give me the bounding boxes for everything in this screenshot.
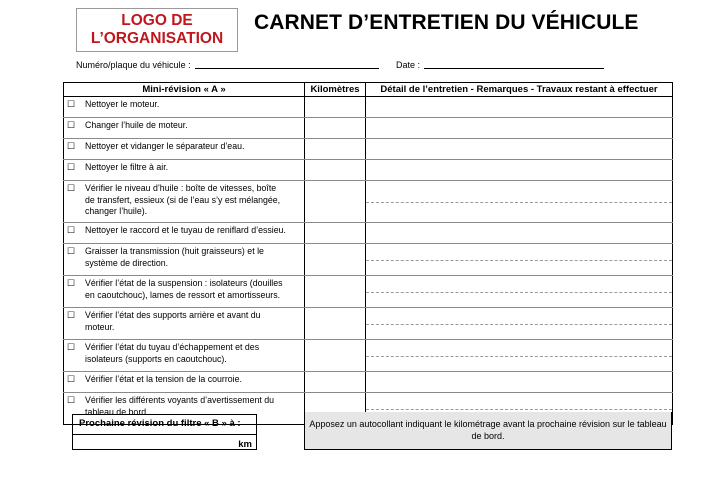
details-cell[interactable] bbox=[366, 118, 673, 139]
checkbox-icon[interactable]: ☐ bbox=[67, 374, 76, 384]
table-row bbox=[64, 340, 673, 372]
vehicle-plate-field[interactable] bbox=[76, 59, 379, 70]
checkbox-icon[interactable]: ☐ bbox=[67, 99, 76, 109]
organization-logo-placeholder bbox=[76, 8, 238, 52]
dashed-writing-line bbox=[366, 356, 672, 357]
next-revision-box bbox=[72, 414, 257, 450]
checkbox-icon[interactable]: ☐ bbox=[67, 141, 76, 151]
kilometres-cell[interactable] bbox=[305, 97, 366, 118]
details-cell[interactable] bbox=[366, 276, 673, 308]
details-cell[interactable] bbox=[366, 181, 673, 223]
task-label-line: Changer l’huile de moteur. bbox=[85, 120, 188, 130]
task-label-line: tableau de bord. bbox=[85, 406, 149, 417]
table-row bbox=[64, 118, 673, 139]
task-cell bbox=[64, 340, 305, 372]
task-cell bbox=[64, 372, 305, 393]
checkbox-icon[interactable]: ☐ bbox=[67, 120, 76, 130]
details-cell[interactable] bbox=[366, 308, 673, 340]
task-label-line: Vérifier l’état de la suspension : isolateurs (douilles bbox=[85, 278, 283, 288]
checkbox-icon[interactable]: ☐ bbox=[67, 278, 76, 288]
task-label-line: Nettoyer le raccord et le tuyau de reniflard d’essieu. bbox=[85, 225, 286, 235]
task-label bbox=[76, 183, 280, 218]
task-label-line: Nettoyer le moteur. bbox=[85, 99, 160, 109]
task-label bbox=[76, 99, 159, 111]
kilometres-cell[interactable] bbox=[305, 372, 366, 393]
task-label-line: en caoutchouc), lames de ressort et amortisseurs. bbox=[85, 289, 281, 300]
maintenance-table bbox=[63, 82, 673, 425]
task-label bbox=[76, 120, 188, 132]
task-label-line: changer l’huile). bbox=[85, 206, 148, 216]
task-label-line: Vérifier l’état des supports arrière et avant du bbox=[85, 310, 261, 320]
table-row bbox=[64, 276, 673, 308]
next-revision-label: Prochaine révision du filtre « B » à : bbox=[73, 415, 256, 435]
kilometres-cell[interactable] bbox=[305, 340, 366, 372]
task-label bbox=[76, 162, 168, 174]
task-label-line: Nettoyer et vidanger le séparateur d’eau. bbox=[85, 141, 245, 151]
logo-line-1: LOGO DE bbox=[121, 12, 193, 29]
task-cell bbox=[64, 160, 305, 181]
details-cell[interactable] bbox=[366, 372, 673, 393]
kilometres-cell[interactable] bbox=[305, 244, 366, 276]
km-unit: km bbox=[238, 439, 252, 450]
table-row bbox=[64, 244, 673, 276]
details-cell[interactable] bbox=[366, 244, 673, 276]
checkbox-icon[interactable]: ☐ bbox=[67, 225, 76, 235]
vehicle-plate-line[interactable] bbox=[195, 59, 379, 69]
table-row bbox=[64, 308, 673, 340]
checkbox-icon[interactable]: ☐ bbox=[67, 310, 76, 320]
details-cell[interactable] bbox=[366, 139, 673, 160]
vehicle-plate-label: Numéro/plaque du véhicule : bbox=[76, 60, 191, 70]
details-cell[interactable] bbox=[366, 97, 673, 118]
sticker-note: Apposez un autocollant indiquant le kilométrage avant la prochaine révision sur le tableau de bord. bbox=[304, 412, 672, 450]
kilometres-cell[interactable] bbox=[305, 276, 366, 308]
table-row bbox=[64, 181, 673, 223]
table-row bbox=[64, 372, 673, 393]
dashed-writing-line bbox=[366, 409, 672, 410]
task-label-line: Vérifier les différents voyants d’avertissement du bbox=[85, 395, 275, 405]
kilometres-cell[interactable] bbox=[305, 139, 366, 160]
task-label-line: système de direction. bbox=[85, 257, 169, 268]
task-label-line: moteur. bbox=[85, 321, 115, 332]
task-rows bbox=[64, 97, 673, 425]
date-field[interactable] bbox=[396, 59, 604, 70]
details-cell[interactable] bbox=[366, 340, 673, 372]
checkbox-icon[interactable]: ☐ bbox=[67, 162, 76, 172]
task-label-line: Vérifier le niveau d’huile : boîte de vitesses, boîte bbox=[85, 183, 277, 193]
task-label bbox=[76, 278, 283, 301]
task-cell bbox=[64, 308, 305, 340]
task-label bbox=[76, 246, 264, 269]
dashed-writing-line bbox=[366, 292, 672, 293]
kilometres-cell[interactable] bbox=[305, 223, 366, 244]
task-label bbox=[76, 310, 261, 333]
header-mini-revision: Mini-révision « A » bbox=[64, 83, 305, 97]
kilometres-cell[interactable] bbox=[305, 160, 366, 181]
table-row bbox=[64, 223, 673, 244]
table-row bbox=[64, 160, 673, 181]
checkbox-icon[interactable]: ☐ bbox=[67, 342, 76, 352]
checkbox-icon[interactable]: ☐ bbox=[67, 246, 76, 256]
kilometres-cell[interactable] bbox=[305, 118, 366, 139]
task-label-line: Graisser la transmission (huit graisseurs) et le bbox=[85, 246, 264, 256]
task-cell bbox=[64, 244, 305, 276]
kilometres-cell[interactable] bbox=[305, 308, 366, 340]
task-label-line: Nettoyer le filtre à air. bbox=[85, 162, 169, 172]
date-label: Date : bbox=[396, 60, 421, 70]
table-row bbox=[64, 97, 673, 118]
checkbox-icon[interactable]: ☐ bbox=[67, 183, 76, 193]
task-label bbox=[76, 141, 244, 153]
table-header-row bbox=[64, 83, 673, 97]
header-details: Détail de l’entretien - Remarques - Travaux restant à effectuer bbox=[366, 83, 673, 97]
table-row bbox=[64, 139, 673, 160]
task-label-line: Vérifier l’état et la tension de la courroie. bbox=[85, 374, 242, 384]
logo-line-2: L’ORGANISATION bbox=[90, 30, 224, 47]
header-kilometres: Kilomètres bbox=[305, 83, 366, 97]
task-label-line: isolateurs (supports en caoutchouc). bbox=[85, 353, 227, 364]
task-label bbox=[76, 374, 242, 386]
task-label bbox=[76, 225, 286, 237]
dashed-writing-line bbox=[366, 202, 672, 203]
task-cell bbox=[64, 97, 305, 118]
task-label-line: Vérifier l’état du tuyau d’échappement et des bbox=[85, 342, 260, 352]
task-label bbox=[76, 342, 259, 365]
dashed-writing-line bbox=[366, 260, 672, 261]
details-cell[interactable] bbox=[366, 223, 673, 244]
dashed-writing-line bbox=[366, 324, 672, 325]
task-cell bbox=[64, 223, 305, 244]
details-cell[interactable] bbox=[366, 160, 673, 181]
task-cell bbox=[64, 181, 305, 223]
kilometres-cell[interactable] bbox=[305, 181, 366, 223]
next-revision-km-field[interactable] bbox=[73, 435, 256, 450]
date-line[interactable] bbox=[424, 59, 604, 69]
task-label-line: de transfert, essieux (si de l’eau s’y est mélangée, bbox=[85, 194, 281, 205]
task-cell bbox=[64, 276, 305, 308]
page-title: CARNET D’ENTRETIEN DU VÉHICULE bbox=[254, 11, 639, 34]
checkbox-icon[interactable]: ☐ bbox=[67, 395, 76, 405]
task-cell bbox=[64, 139, 305, 160]
task-cell bbox=[64, 118, 305, 139]
